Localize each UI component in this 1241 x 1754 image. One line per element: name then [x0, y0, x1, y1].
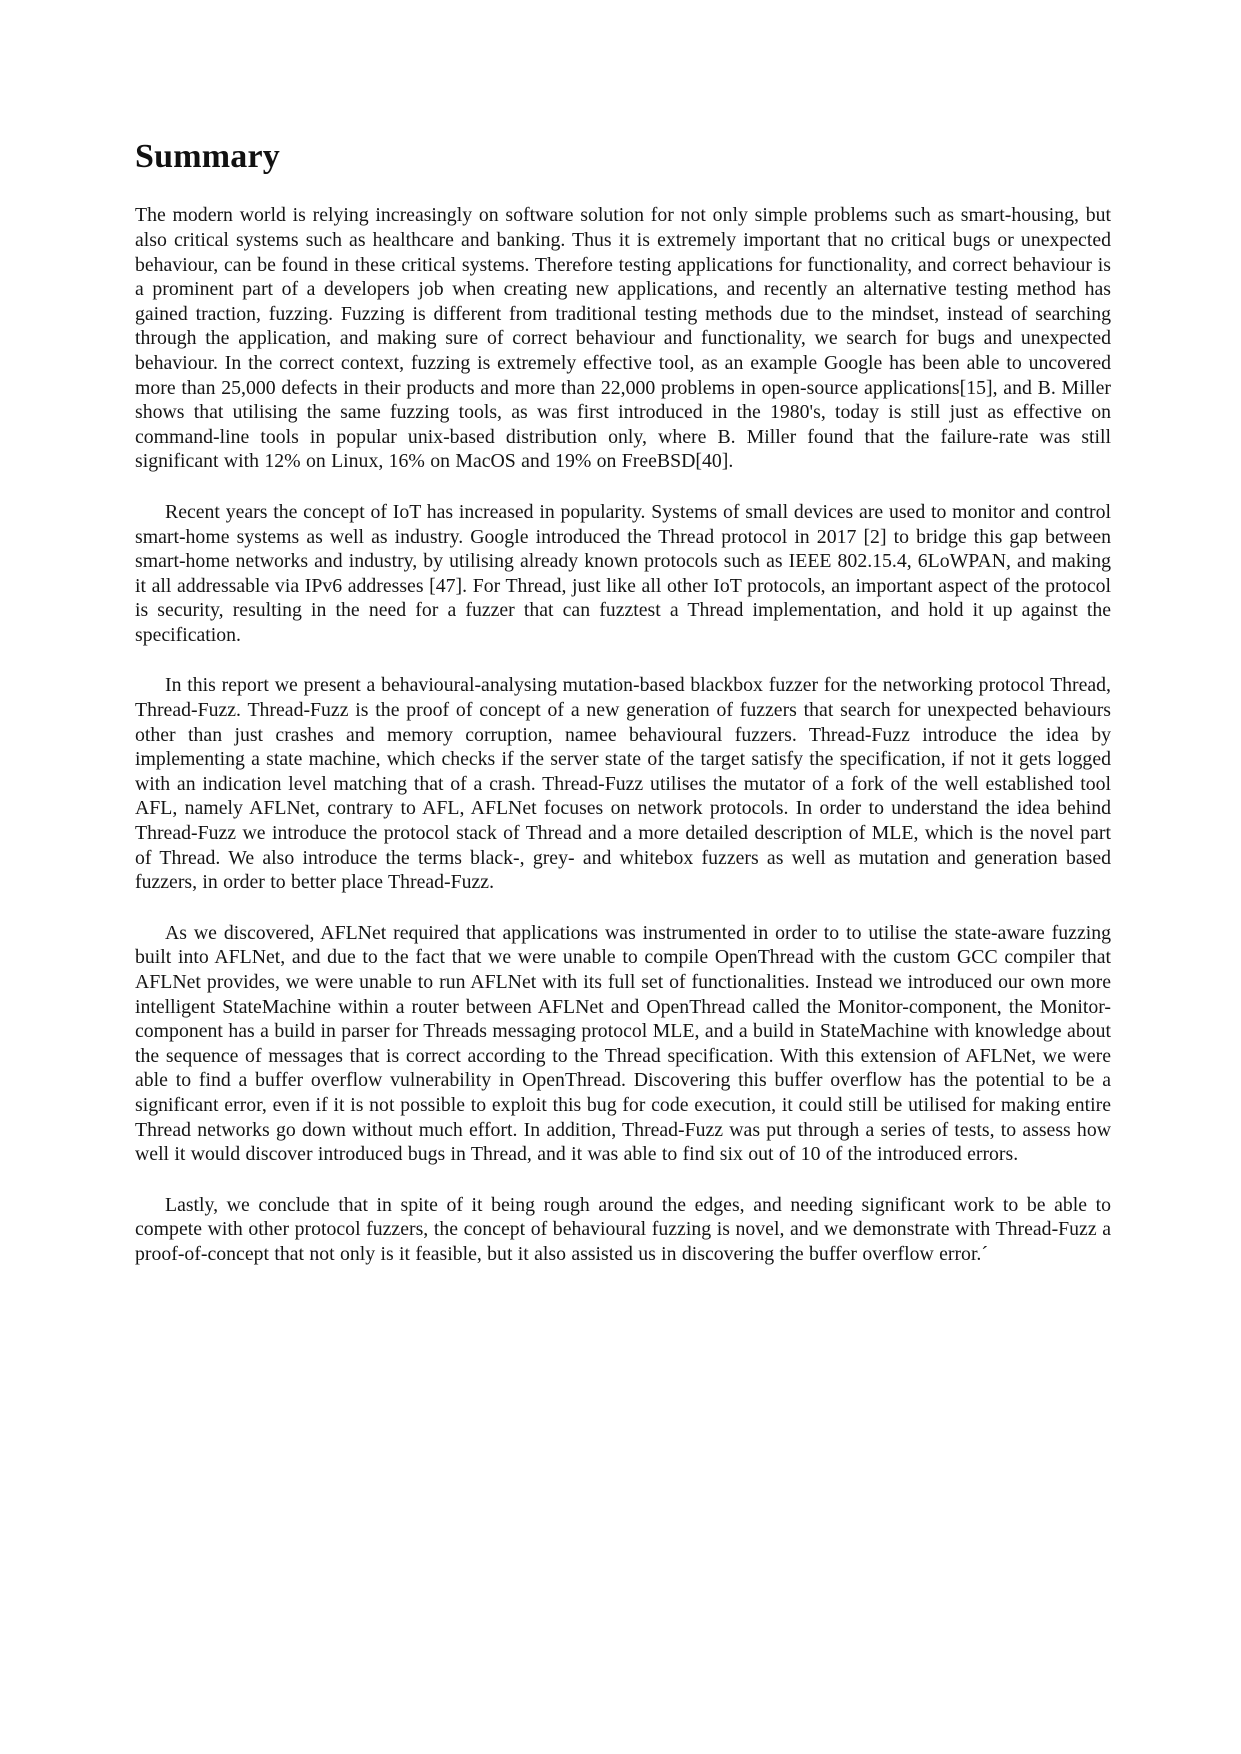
section-heading-summary: Summary	[135, 138, 280, 175]
paragraph-3: In this report we present a behavioural-analysing mutation-based blackbox fuzzer for the networking protocol Thread, Thread-Fuzz. Thread-Fuzz is the proof of concept of a new generation of fuzzers that search for unexpected behaviours other than just crashes and memory corruption, namee behavioural fuzzers. Thread-Fuzz introduce the idea by implementing a state machine, which checks if the server state of the target satisfy the specification, if not it gets logged with an indication level matching that of a crash. Thread-Fuzz utilises the mutator of a fork of the well established tool AFL, namely AFLNet, contrary to AFL, AFLNet focuses on network protocols. In order to understand the idea behind Thread-Fuzz we introduce the protocol stack of Thread and a more detailed description of MLE, which is the novel part of Thread. We also introduce the terms black-, grey- and whitebox fuzzers as well as mutation and generation based fuzzers, in order to better place Thread-Fuzz.	[135, 674, 1111, 894]
paragraph-1: The modern world is relying increasingly on software solution for not only simple problems such as smart-housing, but also critical systems such as healthcare and banking. Thus it is extremely important that no critical bugs or unexpected behaviour, can be found in these critical systems. Therefore testing applications for functionality, and correct behaviour is a prominent part of a developers job when creating new applications, and recently an alternative testing method has gained traction, fuzzing. Fuzzing is different from traditional testing methods due to the mindset, instead of searching through the application, and making sure of correct behaviour and functionality, we search for bugs and unexpected behaviour. In the correct context, fuzzing is extremely effective tool, as an example Google has been able to uncovered more than 25,000 defects in their products and more than 22,000 problems in open-source applications[15], and B. Miller shows that utilising the same fuzzing tools, as was first introduced in the 1980's, today is still just as effective on command-line tools in popular unix-based distribution only, where B. Miller found that the failure-rate was still significant with 12% on Linux, 16% on MacOS and 19% on FreeBSD[40].	[135, 204, 1111, 473]
paragraph-5: Lastly, we conclude that in spite of it being rough around the edges, and needing significant work to be able to compete with other protocol fuzzers, the concept of behavioural fuzzing is novel, and we demonstrate with Thread-Fuzz a proof-of-concept that not only is it feasible, but it also assisted us in discovering the buffer overflow error.´	[135, 1193, 1111, 1265]
paragraph-4: As we discovered, AFLNet required that applications was instrumented in order to to utilise the state-aware fuzzing built into AFLNet, and due to the fact that we were unable to compile OpenThread with the custom GCC compiler that AFLNet provides, we were unable to run AFLNet with its full set of functionalities. Instead we introduced our own more intelligent StateMachine within a router between AFLNet and OpenThread called the Monitor-component, the Monitor-component has a build in parser for Threads messaging protocol MLE, and a build in StateMachine with knowledge about the sequence of messages that is correct according to the Thread specification. With this extension of AFLNet, we were able to find a buffer overflow vulnerability in OpenThread. Discovering this buffer overflow has the potential to be a significant error, even if it is not possible to exploit this bug for code execution, it could still be utilised for making entire Thread networks go down without much effort. In addition, Thread-Fuzz was put through a series of tests, to assess how well it would discover introduced bugs in Thread, and it was able to find six out of 10 of the introduced errors.	[135, 921, 1111, 1166]
paragraph-2: Recent years the concept of IoT has increased in popularity. Systems of small devices are used to monitor and control smart-home systems as well as industry. Google introduced the Thread protocol in 2017 [2] to bridge this gap between smart-home networks and industry, by utilising already known protocols such as IEEE 802.15.4, 6LoWPAN, and making it all addressable via IPv6 addresses [47]. For Thread, just like all other IoT protocols, an important aspect of the protocol is security, resulting in the need for a fuzzer that can fuzztest a Thread implementation, and hold it up against the specification.	[135, 500, 1111, 646]
text-column	[135, 138, 1111, 1293]
